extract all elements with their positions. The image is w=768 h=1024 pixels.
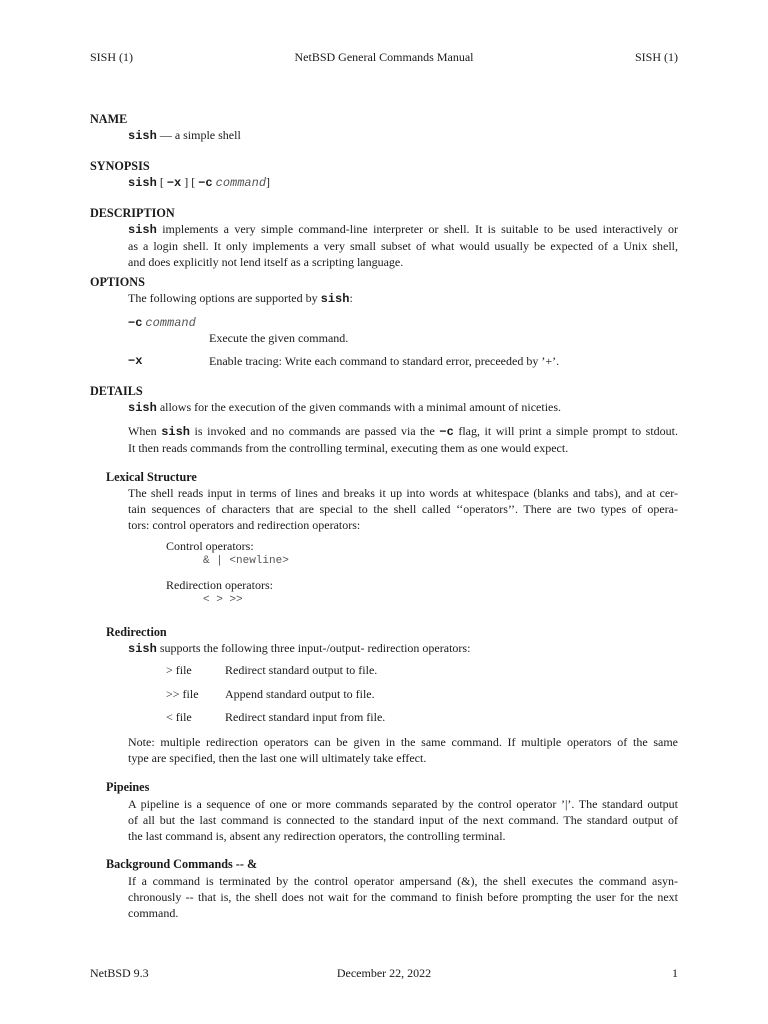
synopsis-bracket: ] [ — [181, 175, 199, 189]
synopsis-line — [128, 175, 270, 190]
description-paragraph — [128, 221, 678, 270]
redirection-row-desc: Redirect standard output to file. — [225, 663, 378, 677]
name-desc: — a simple shell — [156, 128, 241, 142]
background-line-3: command. — [128, 906, 179, 920]
name-cmd: sish — [128, 129, 157, 143]
options-intro — [128, 291, 353, 306]
description-line-3: and does explicitly not lend itself as a scripting language. — [128, 255, 404, 269]
redirection-row-desc: Append standard output to file. — [225, 687, 375, 701]
description-cmd: sish — [128, 223, 157, 237]
redirection-operators-label: Redirection operators: — [166, 578, 273, 592]
redirection-row-op: < file — [166, 710, 192, 724]
description-text: implements a very simple command-line interpreter or shell. It is suitable to be used interactively or — [156, 222, 678, 236]
option-c-arg: command — [145, 316, 196, 330]
subsection-pipelines-heading: Pipeines — [106, 780, 150, 794]
details-p2-text: is invoked and no commands are passed via the — [190, 424, 440, 438]
pipelines-paragraph — [128, 796, 678, 844]
options-intro-cmd: sish — [320, 292, 350, 306]
option-c-flag: −c — [128, 316, 143, 330]
lexical-line-2: tain sequences of characters that are special to the shell called ‘‘operators’’. There are two types of opera- — [128, 502, 678, 516]
section-synopsis-heading: SYNOPSIS — [90, 159, 150, 173]
synopsis-bracket: [ — [156, 175, 167, 189]
synopsis-arg: command — [215, 176, 267, 190]
header-center: NetBSD General Commands Manual — [294, 50, 474, 64]
redirection-row-op: >> file — [166, 687, 199, 701]
redirection-intro — [128, 641, 470, 656]
subsection-redirection-heading: Redirection — [106, 625, 167, 639]
background-line-1: If a command is terminated by the control operator ampersand (&), the shell executes the command asyn- — [128, 874, 678, 888]
subsection-background-heading: Background Commands -- & — [106, 857, 258, 871]
option-c-item — [128, 315, 196, 330]
description-line-1 — [128, 221, 678, 238]
option-x-flag: −x — [128, 354, 143, 368]
lexical-paragraph — [128, 485, 678, 533]
pipelines-line-2: of all but the last command is connected to the standard input of the next command. The standard output of — [128, 813, 678, 827]
option-x-desc: Enable tracing: Write each command to standard error, preceeded by ’+’. — [209, 354, 560, 368]
footer-left: NetBSD 9.3 — [90, 966, 149, 980]
details-paragraph-1 — [128, 400, 561, 415]
options-intro-text: The following options are supported by — [128, 291, 321, 305]
lexical-line-1: The shell reads input in terms of lines and breaks it up into words at whitespace (blanks and tabs), and at cer- — [128, 486, 678, 500]
details-cmd: sish — [128, 401, 157, 415]
details-p2-text: When — [128, 424, 162, 438]
synopsis-bracket: ] — [266, 175, 271, 189]
details-p2-line-1 — [128, 423, 678, 440]
lexical-line-3: tors: control operators and redirection operators: — [128, 518, 361, 532]
option-c-desc: Execute the given command. — [209, 331, 349, 345]
options-intro-end: : — [349, 291, 353, 305]
section-description-heading: DESCRIPTION — [90, 206, 175, 220]
redirection-note-line-2: type are specified, then the last one will ultimately take effect. — [128, 751, 427, 765]
details-text: allows for the execution of the given commands with a minimal amount of niceties. — [156, 400, 562, 414]
section-options-heading: OPTIONS — [90, 275, 145, 289]
header-right: SISH (1) — [634, 50, 678, 64]
redirection-operators-list: < > >> — [203, 594, 243, 606]
synopsis-flag-c: −c — [198, 176, 213, 190]
pipelines-line-3: the last command is, absent any redirection operators, the controlling terminal. — [128, 829, 506, 843]
synopsis-flag-x: −x — [166, 176, 182, 190]
details-p2-text: flag, it will print a simple prompt to stdout. — [453, 424, 678, 438]
subsection-lexical-heading: Lexical Structure — [106, 470, 197, 484]
redirection-intro-text: supports the following three input-/output- redirection operators: — [156, 641, 471, 655]
background-paragraph — [128, 873, 678, 921]
redirection-row-op: > file — [166, 663, 192, 677]
details-p2-flag: −c — [439, 425, 454, 439]
details-p2-cmd: sish — [161, 425, 191, 439]
background-line-2: chronously -- that is, the shell does not wait for the command to finish before prompting the user for the next — [128, 890, 678, 904]
name-line — [128, 128, 241, 143]
redirection-row-desc: Redirect standard input from file. — [225, 710, 386, 724]
control-operators-list: & | <newline> — [203, 555, 289, 567]
footer-center: December 22, 2022 — [336, 966, 432, 980]
pipelines-line-1: A pipeline is a sequence of one or more commands separated by the control operator ’|’. The standard output — [128, 797, 678, 811]
header-left: SISH (1) — [90, 50, 134, 64]
redirection-note — [128, 734, 678, 766]
section-details-heading: DETAILS — [90, 384, 143, 398]
details-p2-line-2: It then reads commands from the controlling terminal, executing them as one would expect. — [128, 441, 569, 455]
synopsis-cmd: sish — [128, 176, 157, 190]
details-paragraph-2 — [128, 423, 678, 456]
redirection-note-line-1: Note: multiple redirection operators can be given in the same command. If multiple operators of the same — [128, 735, 678, 749]
redirection-cmd: sish — [128, 642, 157, 656]
control-operators-label: Control operators: — [166, 539, 254, 553]
footer-page-number: 1 — [672, 966, 678, 980]
description-line-2: as a login shell. It only implements a very small subset of what would usually be expected of a Unix shell, — [128, 239, 678, 253]
section-name-heading: NAME — [90, 112, 128, 126]
